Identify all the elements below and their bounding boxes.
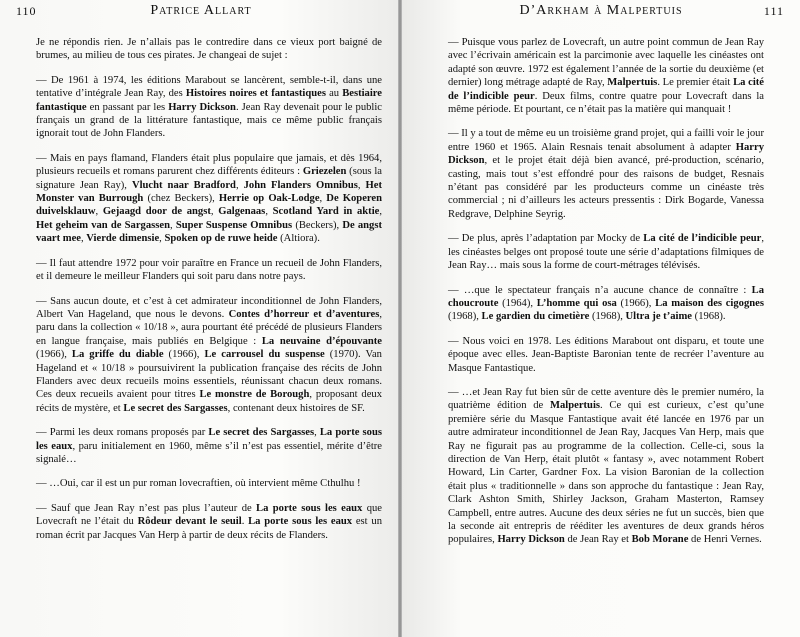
text-run: ,: [265, 206, 273, 218]
text-run: — Sans aucun doute, et c’est à cet admirateur inconditionnel de John Flanders, Albert Van Hageland, que nous le devons.: [36, 295, 382, 320]
text-run: — De plus, après l’adaptation par Mocky de: [448, 233, 644, 245]
text-run: ,: [159, 233, 165, 245]
text-run: — …Oui, car il est un pur roman lovecraftien, où intervient même Cthulhu !: [36, 478, 361, 490]
bold-title: Galgenaas: [218, 206, 266, 218]
text-run: . Jean Ray devenait pour le public français un grand de la littérature fantastique, mais ce même public français ignorait tout de John Flanders.: [36, 101, 383, 140]
paragraph: [448, 232, 764, 272]
text-run: — …et Jean Ray fut bien sûr de cette aventure dès le premier numéro, la quatrième édition de: [448, 386, 764, 412]
text-run: , paru dans la collection « 10/18 », aura pourtant été précédé de plusieurs Flanders en langue française, mais publiés en Belgique :: [36, 308, 383, 347]
text-run: ,: [235, 179, 244, 191]
text-run: ,: [319, 193, 327, 205]
paragraph: [448, 284, 764, 324]
paragraph: [448, 335, 764, 375]
text-run: que Lovecraft ne l’était du: [36, 502, 382, 528]
text-run: (Beckers),: [292, 219, 343, 231]
paragraph: [36, 502, 382, 542]
bold-title: De Koperen duivelsklauw: [36, 193, 382, 218]
right-text-block: [414, 22, 788, 547]
bold-title: La choucroute: [448, 284, 764, 309]
text-run: — Sauf que Jean Ray n’est pas plus l’auteur de: [36, 502, 257, 514]
bold-title: Harry Dickson: [448, 141, 764, 167]
paragraph: [36, 257, 382, 284]
bold-title: La cité de l’indicible peur: [448, 77, 765, 102]
left-running-head: [14, 0, 388, 22]
text-run: ,: [314, 427, 320, 439]
right-page-number: 111: [763, 4, 784, 18]
text-run: . Deux films, contre quatre pour Lovecraft dans la même période. Et pourtant, ce n’était pas la matière qui manquait !: [448, 90, 764, 116]
text-run: de Jean Ray et: [564, 534, 632, 546]
text-run: ,: [379, 206, 382, 218]
paragraph: [36, 36, 382, 63]
left-page-number: 110: [16, 4, 37, 18]
text-run: ,: [81, 233, 87, 245]
bold-title: Vlucht naar Bradford: [131, 179, 236, 191]
bold-title: Het Monster van Burrough: [36, 179, 383, 205]
text-run: — Parmi les deux romans proposés par: [36, 427, 209, 439]
text-run: (1966),: [616, 297, 656, 309]
text-run: (1966),: [163, 349, 205, 361]
text-run: — Nous voici en 1978. Les éditions Marabout ont disparu, et toute une époque avec elles. Jean-Baptiste Baronian tente de recréer l’aventure au Masque Fantastique.: [448, 335, 764, 374]
right-running-title: D’Arkham à Malpertuis: [519, 3, 683, 18]
bold-title: Le secret des Sargasses: [208, 427, 315, 439]
bold-title: Herrie op Oak-Lodge: [218, 193, 320, 205]
text-run: , paru initialement en 1960, même s’il n’est pas essentiel, mérite d’être signalé…: [36, 440, 382, 465]
bold-title: Spoken op de ruwe heide: [164, 233, 278, 245]
text-run: — Il faut attendre 1972 pour voir paraître en France un recueil de John Flanders, et il demeure le meilleur Flanders qui soit paru dans notre pays.: [36, 257, 382, 283]
text-run: en passant par les: [86, 101, 169, 113]
bold-title: La porte sous les eaux: [36, 427, 382, 452]
text-run: — Puisque vous parlez de Lovecraft, un autre point commun de Jean Ray avec l’écrivain américain est la parcimonie avec laquelle les cinéastes ont adapté son œuvre. 1972 est également l’année de la sortie du deuxième (et dernier) long métrage adapté de Ray,: [448, 37, 764, 89]
bold-title: L’homme qui osa: [536, 297, 617, 309]
text-run: (1968),: [448, 311, 482, 323]
left-running-title: Patrice Allart: [150, 3, 252, 18]
text-run: (1968).: [692, 311, 726, 323]
paragraph: [36, 152, 382, 246]
right-page: [402, 0, 800, 637]
bold-title: La neuvaine d’épouvante: [261, 335, 382, 347]
bold-title: La porte sous les eaux: [256, 502, 363, 514]
bold-title: Contes d’horreur et d’aventures: [228, 308, 380, 320]
bold-title: Griezelen: [302, 166, 347, 178]
text-run: ,: [95, 206, 103, 218]
paragraph: [36, 477, 382, 490]
bold-title: Rôdeur devant le seuil: [137, 516, 242, 528]
paragraph: [448, 386, 764, 547]
bold-title: Scotland Yard in aktie: [272, 206, 380, 218]
bold-title: La maison des cigognes: [655, 297, 764, 309]
bold-title: John Flanders Omnibus: [243, 179, 358, 191]
right-running-head: [414, 0, 788, 22]
bold-title: La griffe du diable: [71, 349, 164, 361]
text-run: (sous la signature Jean Ray),: [36, 166, 382, 191]
bold-title: La porte sous les eaux: [248, 516, 353, 528]
text-run: .: [241, 516, 249, 528]
text-run: . Le premier était: [657, 77, 734, 89]
text-run: , les cinéastes belges ont proposé toute une série d’adaptations filmiques de Jean Ray… mais sous la forme de court-métrages télévisés.: [448, 233, 764, 272]
text-run: de Henri Vernes.: [688, 534, 762, 546]
text-run: est un roman écrit par Jacques Van Herp à partir de deux récits de Flanders.: [36, 516, 382, 541]
paragraph: [36, 74, 382, 141]
bold-title: Het geheim van de Sargassen: [36, 219, 170, 231]
left-text-block: [14, 22, 388, 542]
text-run: — …que le spectateur français n’a aucune chance de connaître :: [448, 284, 752, 296]
bold-title: Harry Dickson: [168, 101, 236, 113]
text-run: (1970). Van Hageland et « 10/18 » poursuivirent la publication française des récits de John Flanders avec deux recueils moins essentiels, réunissant chacun deux romans. Ces deux recueils avaient pour titres: [36, 349, 382, 401]
paragraph: [448, 36, 764, 116]
text-run: (1966),: [36, 349, 72, 361]
bold-title: Le monstre de Borough: [199, 389, 310, 401]
bold-title: Malpertuis: [549, 400, 601, 412]
left-page: [0, 0, 398, 637]
bold-title: Histoires noires et fantastiques: [185, 88, 326, 100]
text-run: ,: [169, 219, 176, 231]
text-run: — De 1961 à 1974, les éditions Marabout se lancèrent, semble-t-il, dans une tentative d’intégrale Jean Ray, des: [36, 74, 382, 100]
text-run: — Mais en pays flamand, Flanders était plus populaire que jamais, et dès 1964, plusieurs recueils et romans parurent chez différents éditeurs :: [36, 152, 382, 178]
bold-title: Bestiaire fantastique: [36, 88, 383, 113]
paragraph: [448, 127, 764, 221]
text-run: Je ne répondis rien. Je n’allais pas le contredire dans ce vieux port baigné de brumes, au milieu de tous ces pirates. Je changeai de sujet :: [36, 37, 382, 62]
bold-title: Harry Dickson: [497, 534, 565, 546]
paragraph: [36, 426, 382, 466]
text-run: (chez Beckers),: [143, 193, 219, 205]
paragraph: [36, 295, 382, 416]
bold-title: La cité de l’indicible peur: [643, 233, 762, 245]
text-run: (1964),: [498, 297, 537, 309]
bold-title: Malpertuis: [607, 77, 658, 89]
text-run: au: [325, 88, 343, 100]
text-run: (Altiora).: [277, 233, 320, 245]
text-run: ,: [210, 206, 219, 218]
text-run: (1968),: [589, 311, 626, 323]
bold-title: Gejaagd door de angst: [102, 206, 211, 218]
text-run: , proposant deux récits de mystère, et: [36, 389, 382, 414]
text-run: ,: [357, 179, 366, 191]
bold-title: Le gardien du cimetière: [481, 311, 590, 323]
bold-title: Le secret des Sargasses: [123, 402, 228, 414]
text-run: — Il y a tout de même eu un troisième grand projet, qui a failli voir le jour entre 1960 et 1965. Alain Resnais tenait absolument à adapter: [448, 128, 764, 153]
bold-title: Vierde dimensie: [86, 233, 160, 245]
bold-title: Le carrousel du suspense: [204, 349, 325, 361]
bold-title: Ultra je t’aime: [625, 311, 693, 323]
text-run: , contenant deux histoires de SF.: [227, 402, 365, 414]
text-run: . Ce qui est curieux, c’est qu’une première série du Masque Fantastique avait été lancée en 1976 par un autre admirateur inconditionnel de Jean Ray, Jacques Van Herp, mais que Ray ne figurait pas au programme de la collection. Celle-ci, sous la direction de Van Herp, était plutôt « fantasy », avec notamment Robert Howard, Lin Carter, Gardner Fox. La vision Baronian de la collection était plus « traditionnelle » dans son approche du fantastique : Jean Ray, Clark Ashton Smith, Shirley Jackson, Graham Masterton, Ramsey Campbell, entre autres. Aucune des deux séries ne fut un succès, bien que la seconde ait entrepris de rééditer les aventures de deux grands héros populaires,: [448, 400, 764, 546]
bold-title: Bob Morane: [631, 534, 689, 546]
bold-title: De angst vaart mee: [36, 219, 383, 245]
bold-title: Super Suspense Omnibus: [175, 219, 293, 231]
text-run: , et le projet était déjà bien avancé, pré-production, scénario, casting, mais tout s’est effondré pour des raisons de budget, Resnais n’étant pas considéré par les producteurs comme un cinéaste très commercial ; ni d’ailleurs les acteurs pressentis : Dirk Bogarde, Vanessa Redgrave, Delphine Seyrig.: [448, 155, 764, 220]
